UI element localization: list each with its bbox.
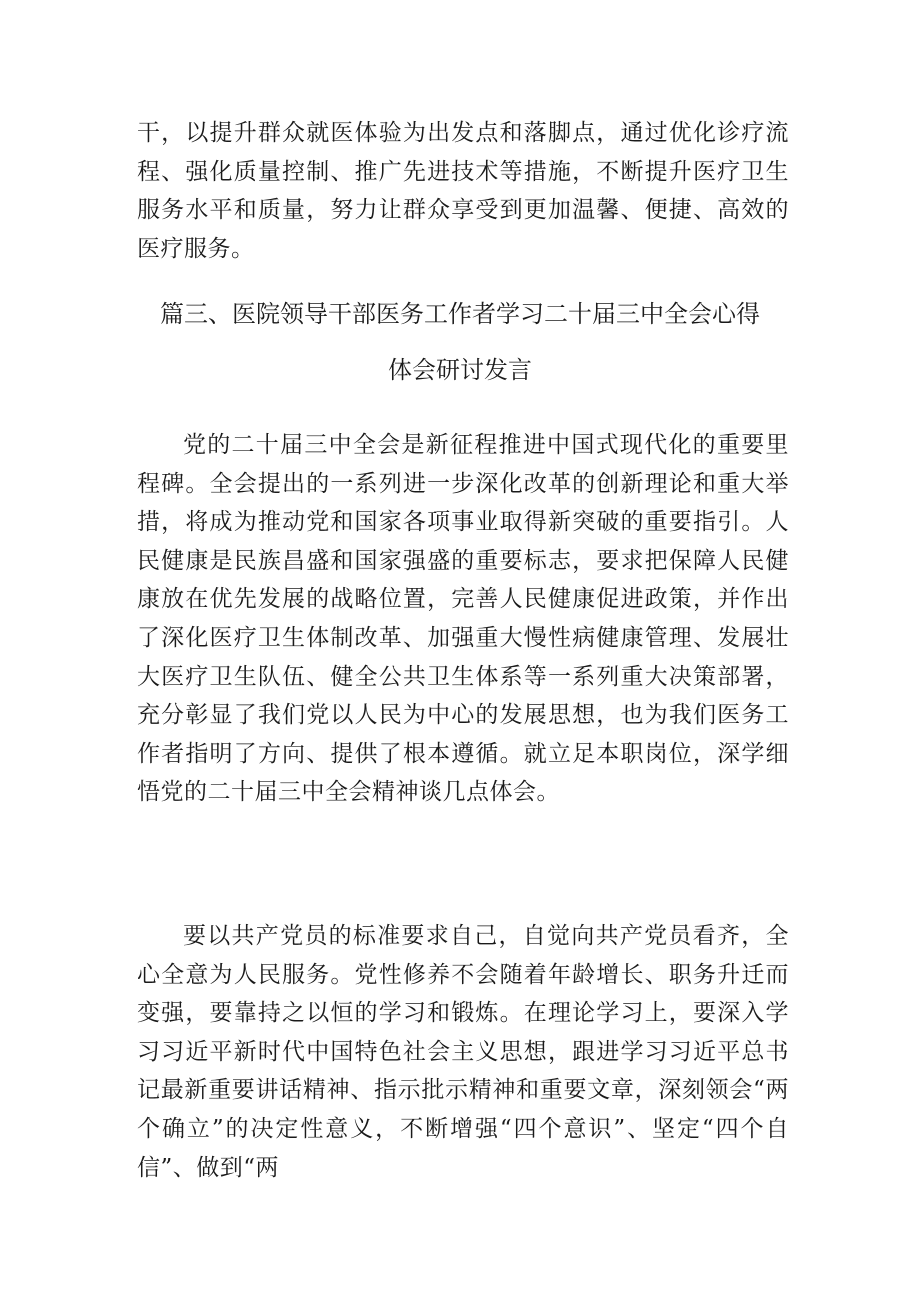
continuation-paragraph: 干，以提升群众就医体验为出发点和落脚点，通过优化诊疗流程、强化质量控制、推广先进技术等措施，不断提升医疗卫生服务水平和质量，努力让群众享受到更加温馨、便捷、高效的医疗服务。 [137,120,789,262]
body-paragraph-1: 党的二十届三中全会是新征程推进中国式现代化的重要里程碑。全会提出的一系列进一步深化改革的创新理论和重大举措，将成为推动党和国家各项事业取得新突破的重要指引。人民健康是民族昌盛和国家强盛的重要标志，要求把保障人民健康放在优先发展的战略位置，完善人民健康促进政策，并作出了深化医疗卫生体制改革、加强重大慢性病健康管理、发展壮大医疗卫生队伍、健全公共卫生体系等一系列重大决策部署，充分彰显了我们党以人民为中心的发展思想，也为我们医务工作者指明了方向、提供了根本遵循。就立足本职岗位，深学细悟党的二十届三中全会精神谈几点体会。 [137,432,789,806]
body-paragraph-2: 要以共产党员的标准要求自己，自觉向共产党员看齐，全心全意为人民服务。党性修养不会随着年龄增长、职务升迁而变强，要靠持之以恒的学习和锻炼。在理论学习上，要深入学习习近平新时代中国特色社会主义思想，跟进学习习近平总书记最新重要讲话精神、指示批示精神和重要文章，深刻领会“两个确立”的决定性意义，不断增强“四个意识”、坚定“四个自信”、做到“两 [137,923,789,1181]
section-title-line-2: 体会研讨发言 [388,356,532,384]
section-title-line-1: 篇三、医院领导干部医务工作者学习二十届三中全会心得 [160,300,760,328]
